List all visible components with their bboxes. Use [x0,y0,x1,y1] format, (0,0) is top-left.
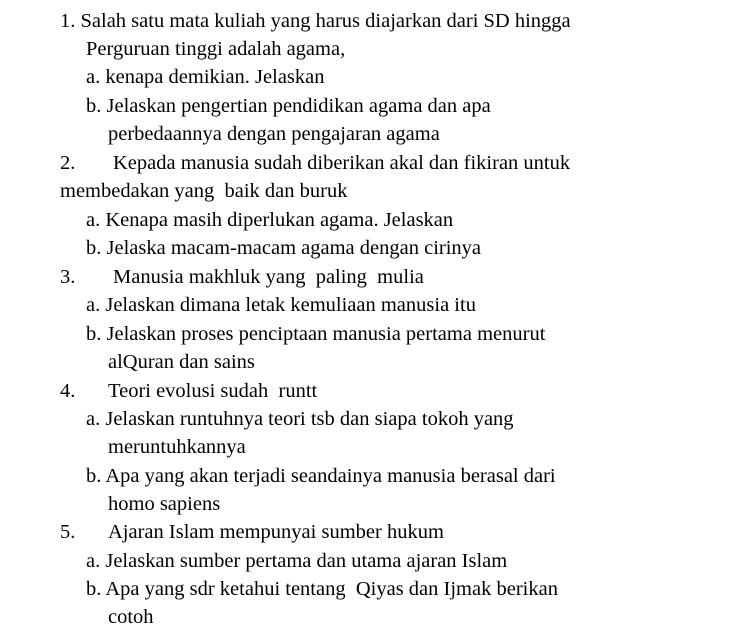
q4-line1: Teori evolusi sudah runtt [108,380,318,402]
q3-option-b-line2: alQuran dan sains [108,351,255,373]
q5-line1: Ajaran Islam mempunyai sumber hukum [108,521,444,543]
q3-option-a: a. Jelaskan dimana letak kemuliaan manusia itu [86,294,476,316]
q2-option-a: a. Kenapa masih diperlukan agama. Jelaskan [86,209,454,231]
q1-line2: Perguruan tinggi adalah agama, [86,38,346,60]
q5-number: 5. [60,521,76,543]
q5-option-b-line1: b. Apa yang sdr ketahui tentang Qiyas dan Ijmak berikan [86,578,558,600]
top-edge [0,0,745,1]
q4-option-a-line2: meruntuhkannya [108,436,246,458]
q1-option-b-line2: perbedaannya dengan pengajaran agama [108,123,440,145]
q1-line1: 1. Salah satu mata kuliah yang harus diajarkan dari SD hingga [60,10,571,32]
q5-option-b-line2: cotoh [108,606,154,628]
q5-option-a: a. Jelaskan sumber pertama dan utama ajaran Islam [86,550,508,572]
q4-option-a-line1: a. Jelaskan runtuhnya teori tsb dan siapa tokoh yang [86,408,514,430]
q3-option-b-line1: b. Jelaskan proses penciptaan manusia pertama menurut [86,323,546,345]
q2-line2: membedakan yang baik dan buruk [60,180,348,202]
q4-option-b-line2: homo sapiens [108,493,221,515]
q2-number: 2. [60,152,76,174]
q3-number: 3. [60,266,76,288]
q1-option-b-line1: b. Jelaskan pengertian pendidikan agama dan apa [86,95,491,117]
q2-line1: Kepada manusia sudah diberikan akal dan fikiran untuk [113,152,571,174]
q2-option-b: b. Jelaska macam-macam agama dengan cirinya [86,237,482,259]
q3-line1: Manusia makhluk yang paling mulia [113,266,424,288]
q4-option-b-line1: b. Apa yang akan terjadi seandainya manusia berasal dari [86,465,556,487]
q1-option-a: a. kenapa demikian. Jelaskan [86,66,325,88]
q4-number: 4. [60,380,76,402]
